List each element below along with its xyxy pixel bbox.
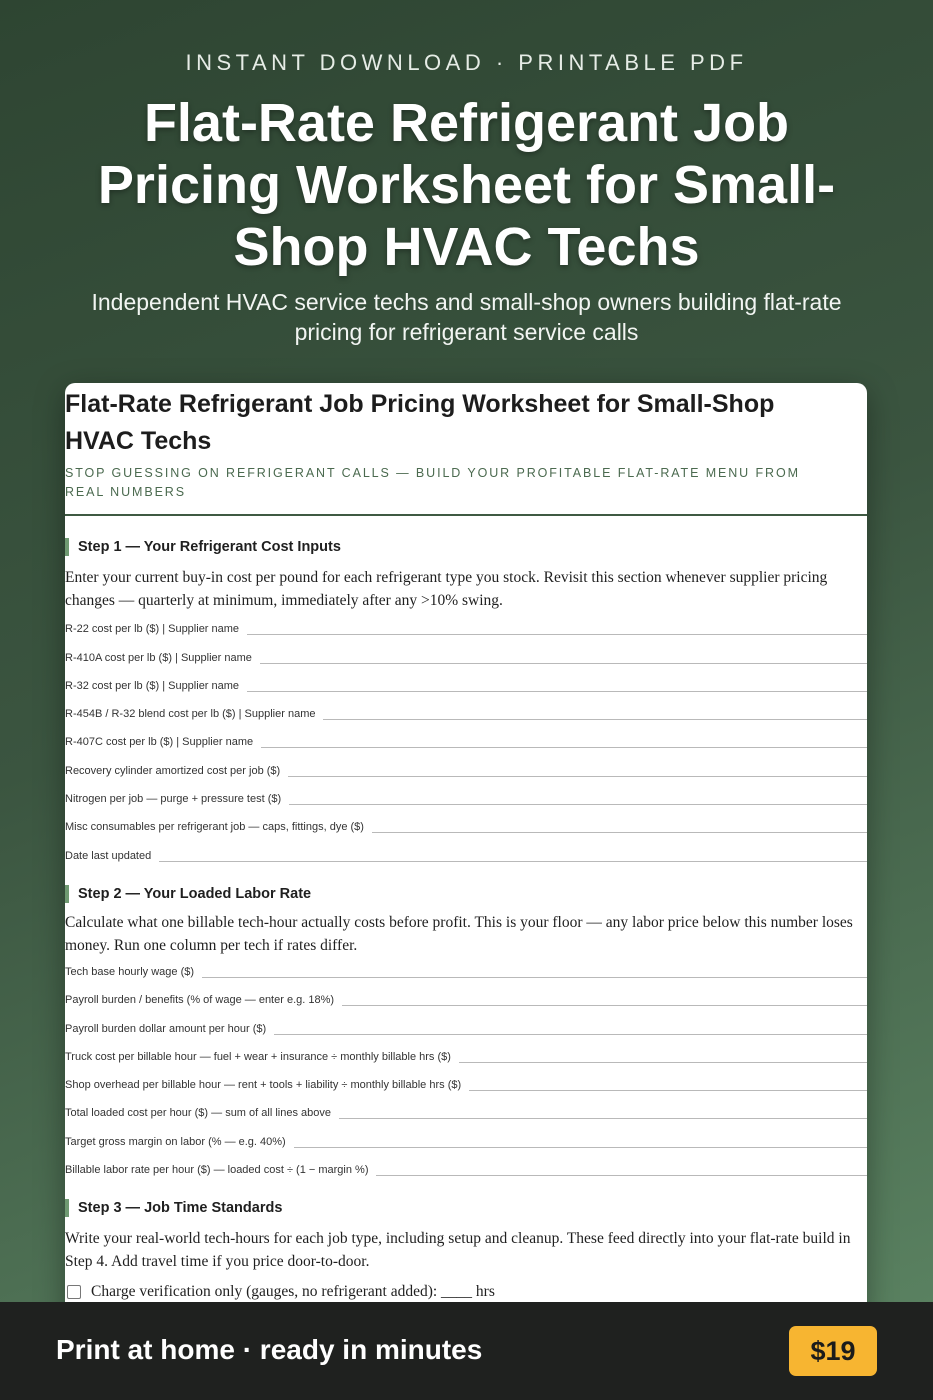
- fill-line[interactable]: [247, 633, 867, 635]
- fill-line[interactable]: [288, 775, 867, 777]
- step-2-section: [65, 885, 867, 1177]
- fill-line[interactable]: [260, 662, 867, 664]
- input-field-row[interactable]: [65, 1120, 867, 1148]
- fill-line[interactable]: [202, 976, 867, 978]
- input-field-row[interactable]: [65, 693, 867, 721]
- step-description: Enter your current buy-in cost per pound for each refrigerant type you stock. Revisit this section whenever supplier pricing changes — quarterly at minimum, immediately after any >10% swing.: [65, 569, 828, 609]
- field-label: R-407C cost per lb ($) | Supplier name: [65, 736, 254, 749]
- field-label: Truck cost per billable hour — fuel + wear + insurance ÷ monthly billable hrs ($): [65, 1050, 451, 1063]
- field-label: R-32 cost per lb ($) | Supplier name: [65, 679, 240, 692]
- field-label: Payroll burden dollar amount per hour ($): [65, 1022, 267, 1035]
- fill-line[interactable]: [342, 1004, 867, 1006]
- field-label: Shop overhead per billable hour — rent + tools + liability ÷ monthly billable hrs ($): [65, 1079, 462, 1092]
- step-heading: Step 1 — Your Refrigerant Cost Inputs: [65, 538, 867, 556]
- fill-line[interactable]: [323, 718, 867, 720]
- fill-line[interactable]: [376, 1174, 867, 1176]
- field-label: Billable labor rate per hour ($) — loaded cost ÷ (1 − margin %): [65, 1164, 369, 1177]
- document-tagline: STOP GUESSING ON REFRIGERANT CALLS — BUILD YOUR PROFITABLE FLAT-RATE MENU FROM REAL NUMBERS: [65, 466, 800, 499]
- fill-line[interactable]: [247, 690, 867, 692]
- input-field-row[interactable]: [65, 1092, 867, 1120]
- fill-line[interactable]: [469, 1089, 867, 1091]
- step-heading: Step 2 — Your Loaded Labor Rate: [65, 885, 867, 903]
- field-label: Total loaded cost per hour ($) — sum of all lines above: [65, 1107, 331, 1120]
- fill-line[interactable]: [159, 860, 867, 862]
- price-badge[interactable]: $19: [789, 1326, 877, 1376]
- field-label: Tech base hourly wage ($): [65, 965, 195, 978]
- field-label: R-410A cost per lb ($) | Supplier name: [65, 651, 252, 664]
- input-field-row[interactable]: [65, 749, 867, 777]
- eyebrow-label: INSTANT DOWNLOAD · PRINTABLE PDF: [185, 50, 748, 75]
- field-label: Target gross margin on labor (% — e.g. 40%): [65, 1135, 286, 1148]
- input-field-row[interactable]: [65, 636, 867, 664]
- input-field-row[interactable]: [65, 834, 867, 862]
- field-label: Payroll burden / benefits (% of wage — enter e.g. 18%): [65, 994, 335, 1007]
- fill-line[interactable]: [459, 1061, 867, 1063]
- fill-line[interactable]: [339, 1117, 867, 1119]
- step-1-section: [65, 538, 867, 863]
- field-list: [65, 951, 867, 1177]
- fill-line[interactable]: [294, 1146, 867, 1148]
- field-label: R-22 cost per lb ($) | Supplier name: [65, 623, 240, 636]
- fill-line[interactable]: [289, 803, 867, 805]
- input-field-row[interactable]: [65, 778, 867, 806]
- step-heading: Step 3 — Job Time Standards: [65, 1199, 867, 1217]
- input-field-row[interactable]: [65, 1036, 867, 1064]
- field-list: [65, 608, 867, 863]
- field-label: Recovery cylinder amortized cost per job ($): [65, 764, 281, 777]
- hero-subtitle: Independent HVAC service techs and small-shop owners building flat-rate pricing for refrigerant service calls: [91, 289, 842, 345]
- input-field-row[interactable]: [65, 1064, 867, 1092]
- field-label: Date last updated: [65, 849, 152, 862]
- fill-line[interactable]: [274, 1033, 867, 1035]
- checkbox[interactable]: [67, 1285, 81, 1299]
- input-field-row[interactable]: [65, 806, 867, 834]
- field-label: Nitrogen per job — purge + pressure test ($): [65, 793, 282, 806]
- worksheet-preview: [65, 383, 867, 1343]
- input-field-row[interactable]: [65, 979, 867, 1007]
- input-field-row[interactable]: [65, 721, 867, 749]
- checklist-item[interactable]: [65, 1283, 867, 1301]
- hero-title: Flat-Rate Refrigerant Job Pricing Worksheet for Small-Shop HVAC Techs: [97, 93, 836, 277]
- step-description: Calculate what one billable tech-hour actually costs before profit. This is your floor — any labor price below this number loses money. Run one column per tech if rates differ.: [65, 913, 853, 954]
- footer-bar: [0, 1302, 933, 1400]
- input-field-row[interactable]: [65, 1149, 867, 1177]
- input-field-row[interactable]: [65, 665, 867, 693]
- document-title: Flat-Rate Refrigerant Job Pricing Worksheet for Small-Shop HVAC Techs: [65, 390, 775, 455]
- title-divider: [65, 514, 867, 516]
- fill-line[interactable]: [261, 746, 867, 748]
- input-field-row[interactable]: [65, 1007, 867, 1035]
- fill-line[interactable]: [372, 831, 867, 833]
- step-3-section: [65, 1199, 867, 1301]
- step-description: Write your real-world tech-hours for each job type, including setup and cleanup. These feed directly into your flat-rate build in Step 4. Add travel time if you price door-to-door.: [65, 1230, 851, 1271]
- input-field-row[interactable]: [65, 608, 867, 636]
- field-label: R-454B / R-32 blend cost per lb ($) | Supplier name: [65, 708, 316, 721]
- field-label: Misc consumables per refrigerant job — caps, fittings, dye ($): [65, 821, 364, 834]
- checklist-label: Charge verification only (gauges, no refrigerant added): ____ hrs: [91, 1283, 495, 1301]
- footer-text: Print at home · ready in minutes: [56, 1334, 483, 1365]
